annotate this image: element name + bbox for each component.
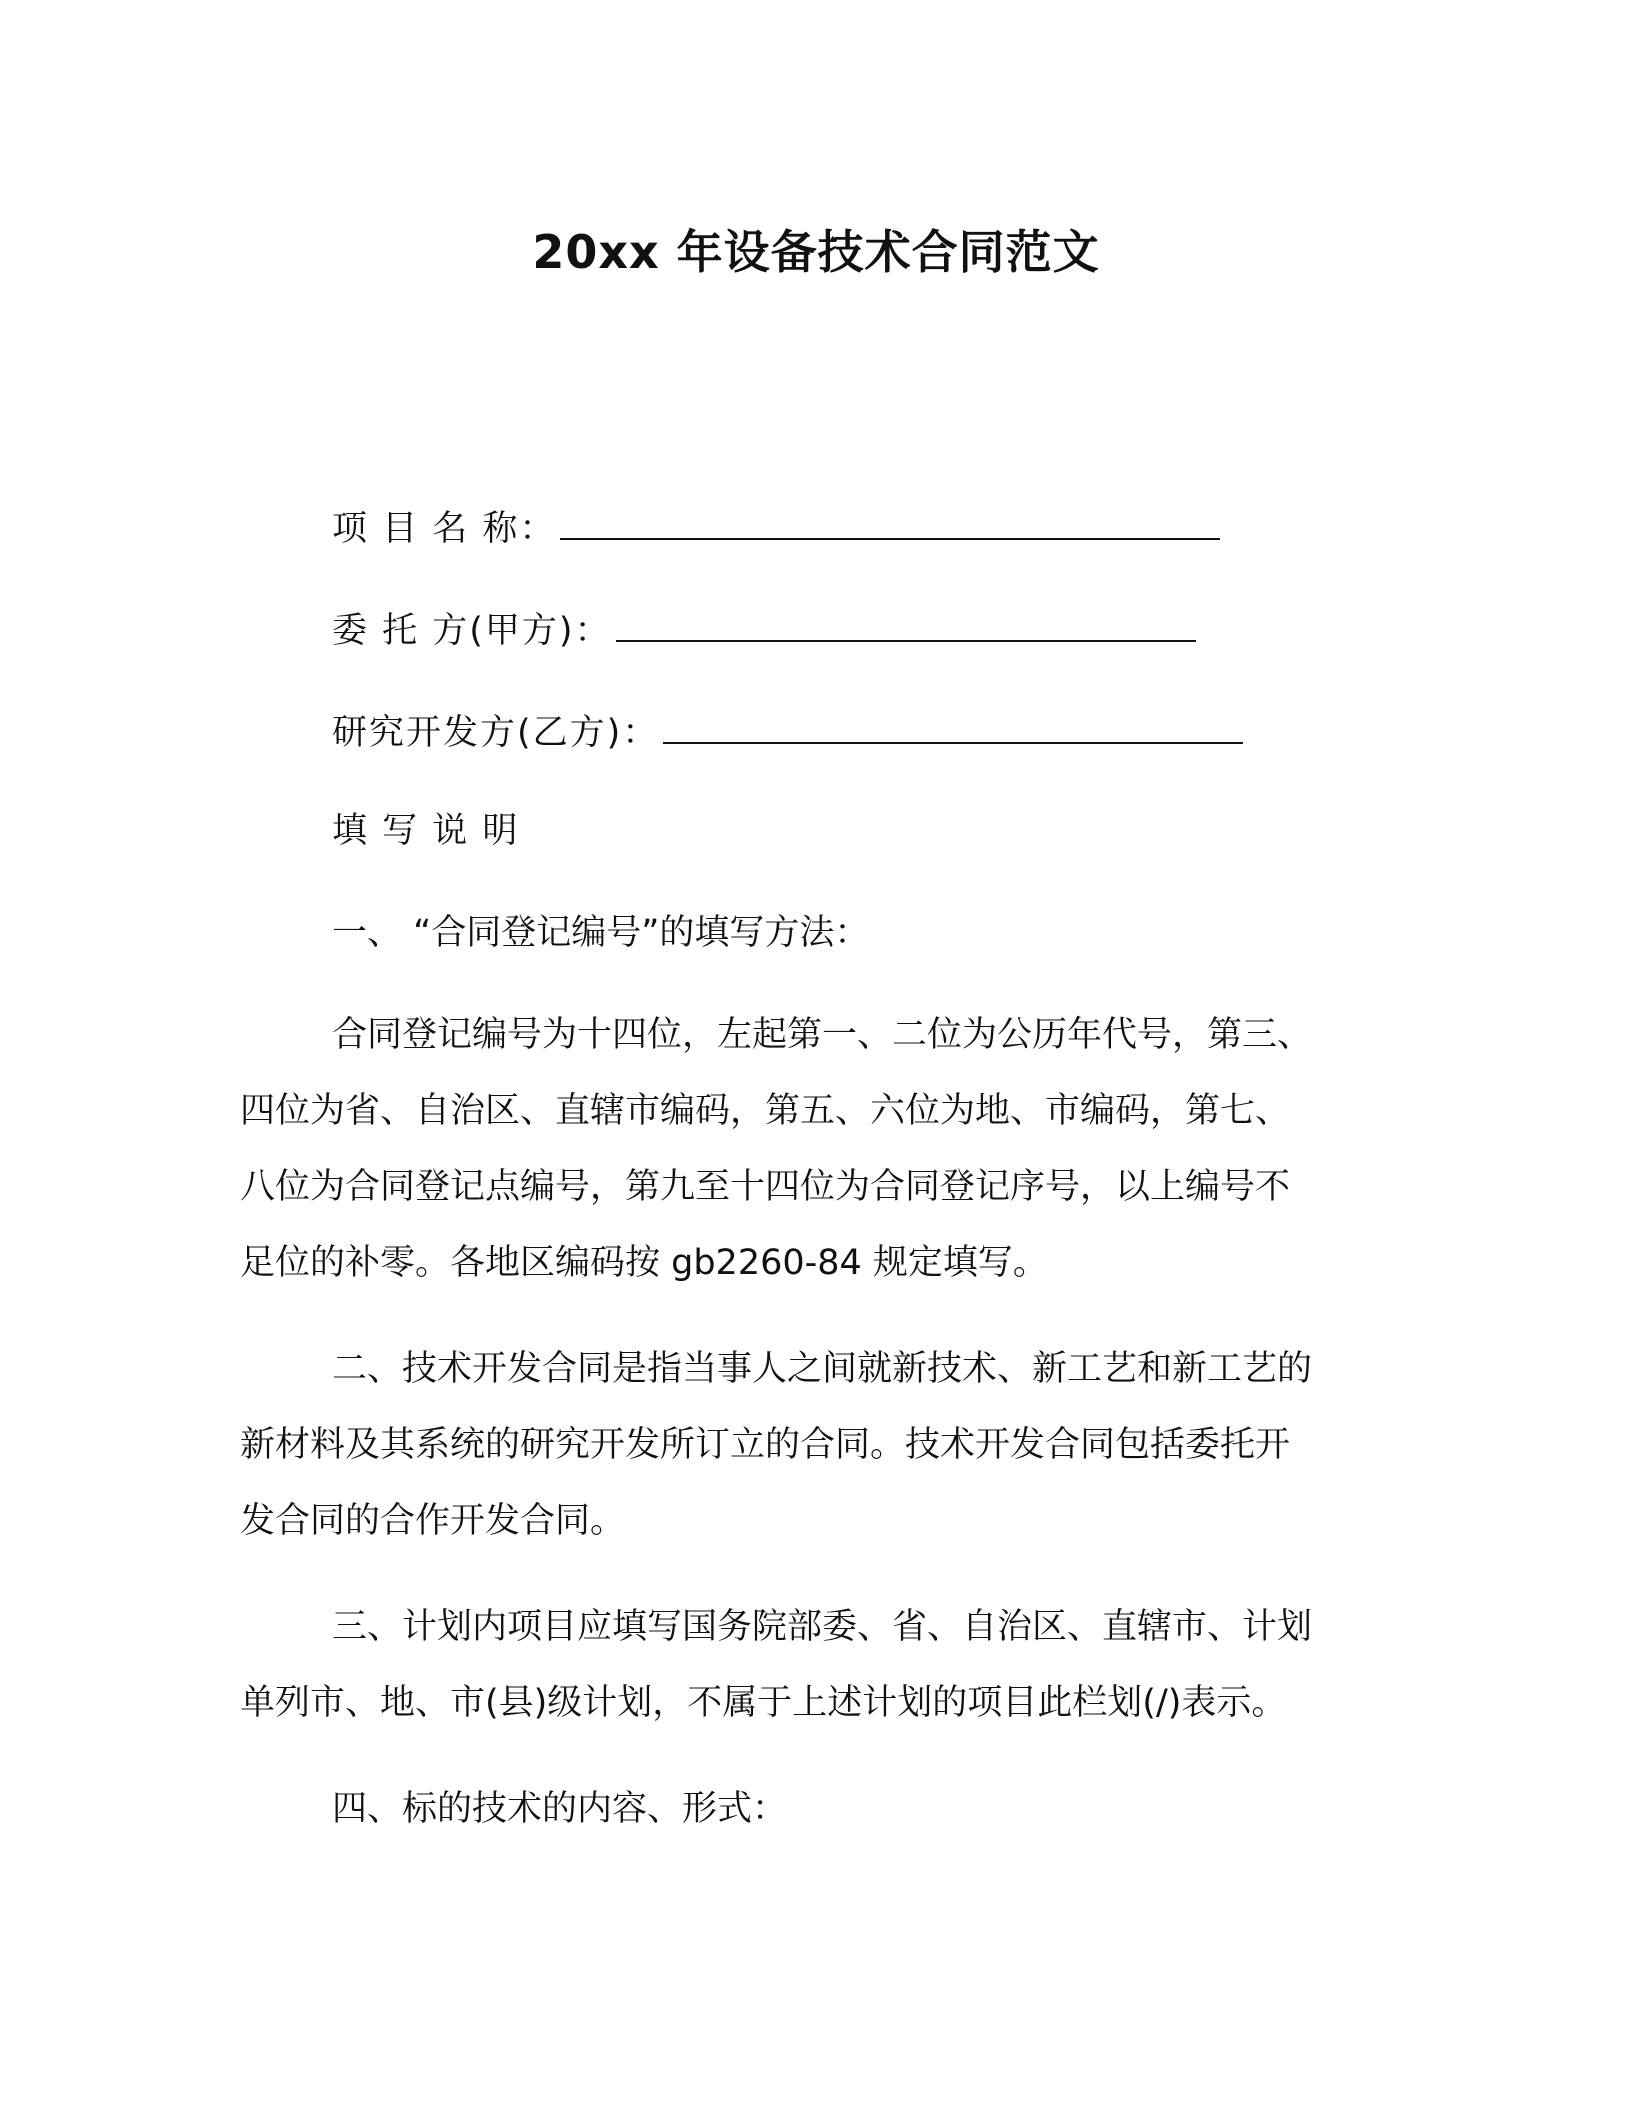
- client-party-a-field: [332, 604, 1196, 656]
- section-2-line: 新材料及其系统的研究开发所订立的合同。技术开发合同包括委托开: [240, 1425, 1291, 1465]
- page-title: 20xx 年设备技术合同范文: [532, 225, 1100, 279]
- section-1-line: 合同登记编号为十四位，左起第一、二位为公历年代号，第三、: [332, 1015, 1313, 1055]
- section-1-heading: 一、 “合同登记编号”的填写方法：: [332, 913, 870, 953]
- section-1-line: 足位的补零。各地区编码按 gb2260-84 规定填写。: [240, 1243, 1048, 1283]
- project-name-field: [332, 502, 1220, 554]
- client-party-a-label: 委 托 方(甲方)：: [332, 611, 612, 651]
- section-1-line: 四位为省、自治区、直辖市编码，第五、六位为地、市编码，第七、: [240, 1091, 1291, 1131]
- section-3-line: 三、计划内项目应填写国务院部委、省、自治区、直辖市、计划: [332, 1607, 1313, 1647]
- project-name-blank: [560, 502, 1220, 540]
- developer-party-b-label: 研究开发方(乙方)：: [332, 713, 660, 753]
- section-2-line: 发合同的合作开发合同。: [240, 1501, 626, 1541]
- developer-party-b-blank: [663, 706, 1243, 744]
- section-4-heading: 四、标的技术的内容、形式：: [332, 1789, 788, 1829]
- section-2-line: 二、技术开发合同是指当事人之间就新技术、新工艺和新工艺的: [332, 1349, 1313, 1389]
- client-party-a-blank: [616, 604, 1196, 642]
- instructions-heading: 填 写 说 明: [332, 811, 520, 851]
- developer-party-b-field: [332, 706, 1243, 758]
- section-3-line: 单列市、地、市(县)级计划，不属于上述计划的项目此栏划(/)表示。: [240, 1683, 1287, 1723]
- section-1-line: 八位为合同登记点编号，第九至十四位为合同登记序号，以上编号不: [240, 1167, 1291, 1207]
- project-name-label: 项 目 名 称：: [332, 509, 557, 549]
